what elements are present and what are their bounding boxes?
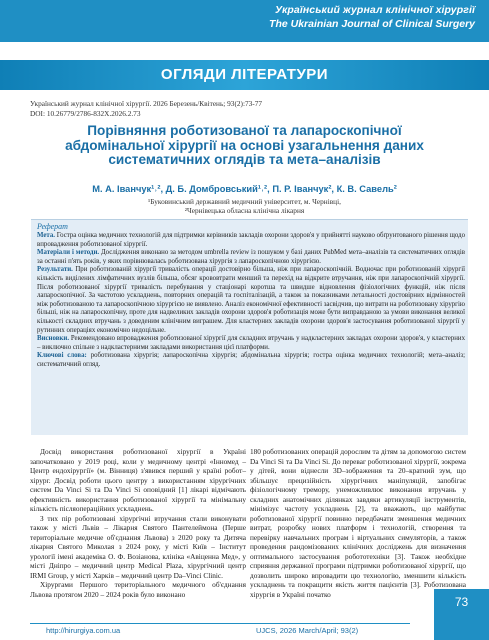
journal-website-link[interactable]: http://hirurgiya.com.ua: [46, 626, 121, 635]
abstract-results: [37, 266, 465, 335]
abstract-conclusions: [37, 335, 465, 352]
methods-label: Матеріали і методи.: [37, 249, 100, 257]
keywords-text: роботизована хірургія; лапароскопічна хірургія; абдомінальна хірургія; гостра оцінка медичних технологій; мета–аналіз; систематичний огляд.: [37, 352, 465, 368]
affiliation-1: ¹Буковинський державний медичний університет, м. Чернівці,: [148, 197, 341, 206]
abstract-label: Реферат: [37, 222, 68, 231]
footer-divider: [30, 623, 410, 624]
doi-line: DOI: 10.26779/2786-832X.2026.2.73: [30, 108, 141, 118]
journal-name-ua: Український журнал клінічної хірургії: [275, 4, 475, 16]
methods-text: Дослідження виконано за методом umbrella review із пошуком у базі даних PubMed мета–аналізів та систематичних оглядів за останні п'ять років, у яких порівнювалась роботизована хірургія з лапароскопічною хірургією.: [37, 249, 465, 265]
abstract-body: [37, 232, 465, 370]
affiliation-2: ²Чернівецька обласна клінічна лікарня: [184, 206, 305, 215]
section-title: ОГЛЯДИ ЛІТЕРАТУРИ: [160, 66, 329, 83]
results-text: При роботизованій хірургії тривалість операції достовірно більша, ніж при лапароскопічній. Водночас при роботизованій хірургії кількість виділених лімфатичних вузлів більша, обсяг крововтрати менший та перехід на відкрите втручання, ніж при лапароскопічній хірургії. Після роботизованої хірургії тривалість перебування у стаціонарі коротша та швидше відновлення фізіологічних функцій, ніж після лапароскопічної. За частотою ускладнень, повторних операцій та госпіталізацій, а також за показниками летальності достовірних відмінностей між роботизованою та лапароскопічною хірургією не виявлено. Аналіз економічної ефективності засвідчив, що витрати на роботизовану хірургію більші, ніж на лапароскопічну, проте для надвеликих закладів охорони здоров'я роботизація може бути виправданою за умови виконання великої кількості складних втручань з доведеним клінічним виграшем. Для кластерних закладів охорони здоров'я застосування роботизованої хірургії у рутинних операціях економічно недоцільне.: [37, 266, 465, 334]
body-column-left: [30, 447, 246, 599]
article-title: Порівняння роботизованої та лапароскопічної абдомінальної хірургії на основі узагальнення даних систематичних оглядів та мета–аналізів: [65, 123, 424, 168]
aim-label: Мета.: [37, 232, 55, 239]
page-number: 73: [434, 589, 489, 640]
body-paragraph: 180 роботизованих операцій дорослим та дітям за допомогою систем Da Vinci Si та Da Vinci Si. До переваг роботизованої хірургії, зокрема у дітей, вони віднесли 3D–зображення та 20–кратний зум, що збільшує прецизійність хірургічних маніпуляцій, запобігає фізіологічному тремору, унеможливлює виконання втручань у складних анатомічних ділянках завдяки артикуляції інструментів, мінімізує частоту ускладнень [2], та вважають, що майбутнє роботизованої хірургії повинно передбачати зменшення медичних витрат, розробку нових платформ і технологій, створення та перевірку навчальних програм і віртуальних симуляторів, а також проведення рандомізованих клінічних досліджень для визначення оптимального застосування робототехніки [3]. Також необхідне сприяння державної програми підтримки роботизованої хірургії, що дозволить широко впровадити цю технологію, зменшити кількість ускладнень та покращити якість життя пацієнтів [3]. Роботизована хірургія в Україні початко: [250, 447, 466, 599]
keywords-label: Ключові слова:: [37, 352, 87, 360]
body-paragraph: Досвід використання роботизованої хірургії в Україні започатковано у 2019 році, коли у медичному центрі «Інномед – Центр ендохірургії» (м. Вінниця) з'явився перший у країні робот–хірург. Досвід роботи цього центру з використанням хірургічних систем Da Vinci Si та Da Vinci Si оповідний [1] лікарі відмічають ефективність використання роботизованої хірургії та мінімальну кількість післяопераційних ускладнень.: [30, 447, 246, 513]
abstract-methods: [37, 249, 465, 266]
results-label: Результати.: [37, 266, 73, 274]
journal-name-en: The Ukrainian Journal of Clinical Surgery: [269, 18, 475, 30]
footer-issue-info: UJCS, 2026 March/April; 93(2): [256, 626, 359, 635]
body-column-right: [250, 447, 466, 599]
abstract-aim: [37, 232, 465, 249]
conclusions-text: Рекомендовано впровадження роботизованої хірургії для складних втручань у надкластерних закладах охорони здоров'я, у кластерних – виключно спільне з надкластерними закладами використання цієї платформи.: [37, 335, 465, 351]
citation-line: Український журнал клінічної хірургії. 2026 Березень/Квітень; 93(2):73-77: [30, 99, 262, 108]
article-authors: М. А. Іванчук¹˒², Д. Б. Домбровський¹˒², П. Р. Іванчук², К. В. Савель²: [92, 184, 397, 194]
abstract-keywords: [37, 352, 465, 369]
body-paragraph: Хірургами Першого територіального медичного об'єднання Львова протягом 2020 – 2024 років було виконано: [30, 580, 246, 599]
aim-text: Гостра оцінка медичних технологій для підтримки керівників закладів охорони здоров'я у прийнятті науково обґрунтованого рішення щодо впровадження роботизованої хірургії.: [37, 232, 466, 248]
conclusions-label: Висновки.: [37, 335, 70, 343]
body-paragraph: З тих пір роботизовані хірургічні втручання стали виконувати також у місті Львів – Лікарня Святого Пантелеймона (Перше територіальне медичне об'єднання Львова) з 2020 року та Дитяча лікарня Святого Миколая з 2024 року, у місті Київ – Інститут урології імені академіка О. Ф. Возіанова, клініка «Авіценна Мед», у місті Дніпро – медичний центр Medical Plaza, хірургічний центр IRMI Group, у місті Харків – медичний центр Da–Vinci Clinic.: [30, 513, 246, 580]
citation-block: [30, 99, 262, 118]
